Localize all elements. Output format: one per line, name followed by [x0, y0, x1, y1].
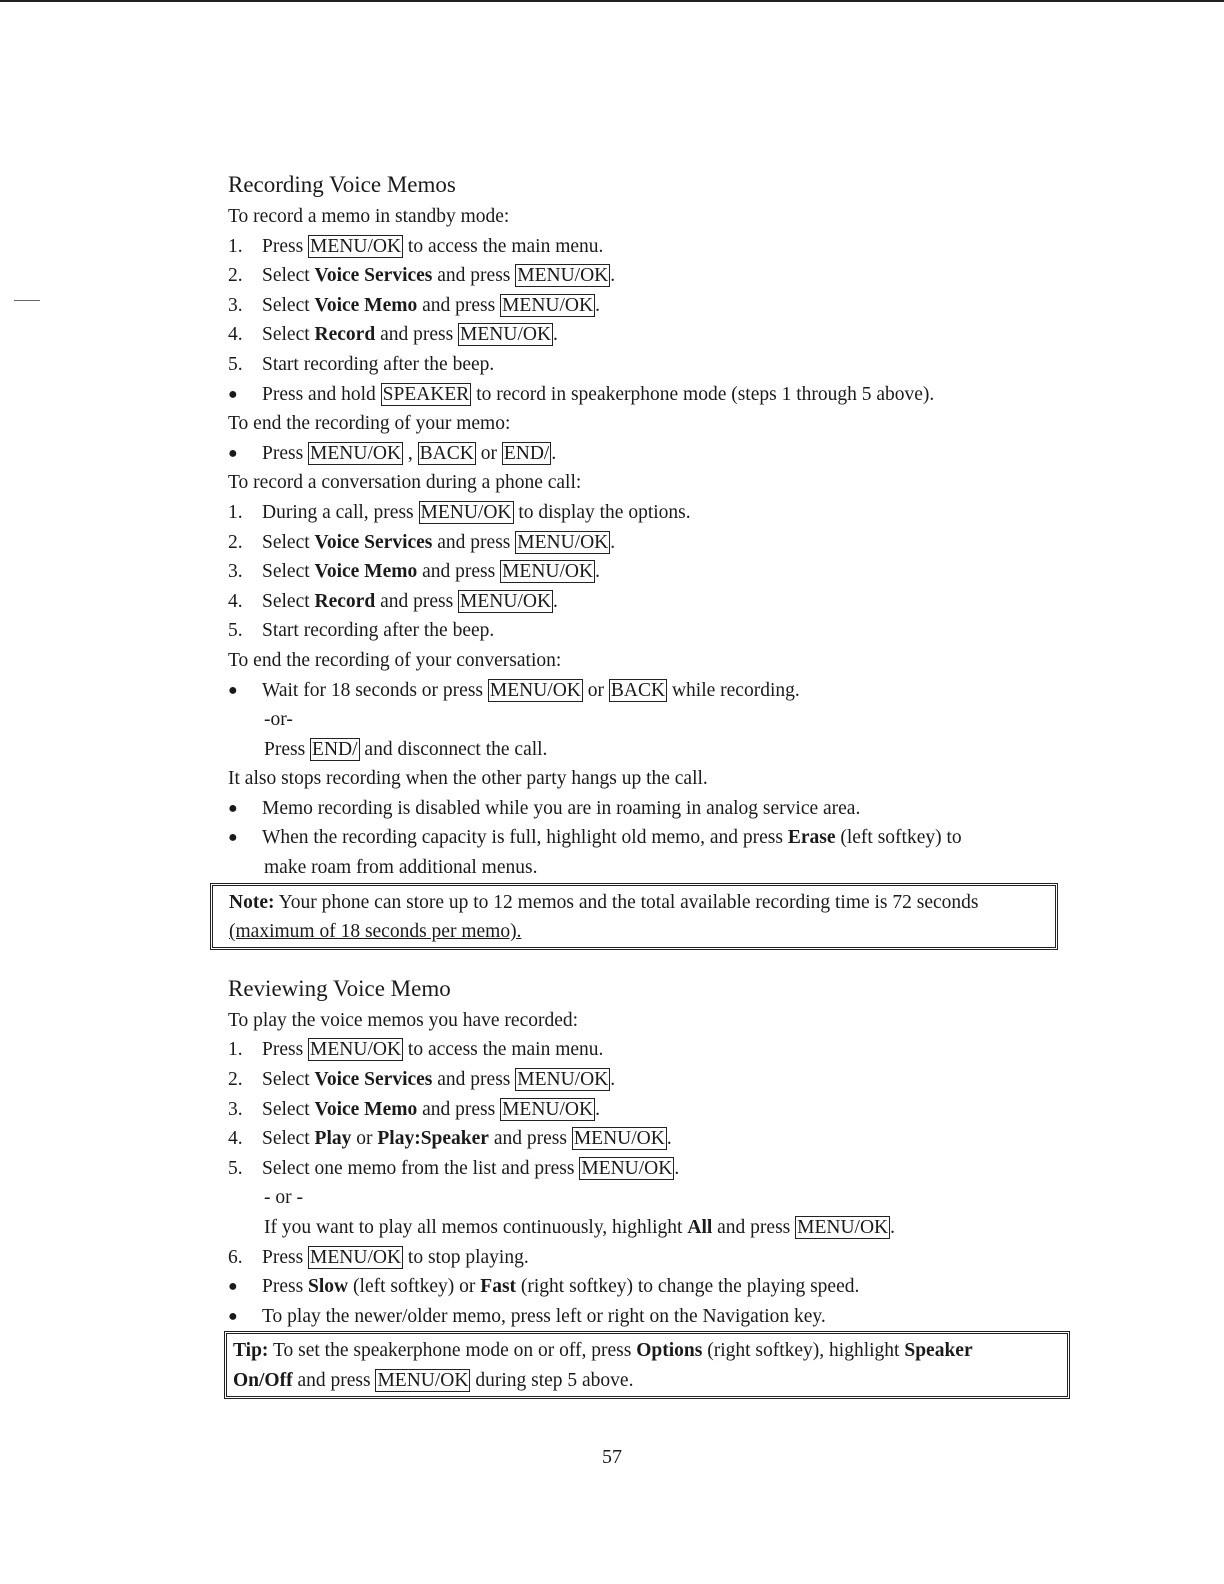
step-4: 4. Select Record and press MENU/OK .	[228, 324, 558, 346]
step-2: 2. Select Voice Services and press MENU/OK .	[228, 265, 616, 287]
bullet-end-keys: ● Press MENU/OK , BACK or END/ .	[228, 439, 1058, 469]
review-step-4: 4. Select Play or Play:Speaker and press MENU/OK .	[228, 1128, 672, 1150]
bullet-icon: ●	[228, 1278, 238, 1296]
bullet-wait: ● Wait for 18 seconds or press MENU/OK or BACK while recording.	[228, 676, 1058, 706]
review-step-5: 5. Select one memo from the list and press MENU/OK .	[228, 1157, 680, 1179]
intro-play: To play the voice memos you have recorded:	[228, 1009, 579, 1031]
call-step-4: 4. Select Record and press MENU/OK .	[228, 590, 558, 612]
menu-ok-key: MENU/OK	[502, 1098, 594, 1120]
bullet-icon: ●	[228, 829, 238, 847]
review-step-3: 3. Select Voice Memo and press MENU/OK .	[228, 1098, 600, 1120]
review-step-6: 6. Press MENU/OK to stop playing.	[228, 1246, 529, 1268]
or-separator: -or-	[264, 709, 293, 731]
review-step-2: 2. Select Voice Services and press MENU/OK .	[228, 1069, 616, 1091]
step-3: 3. Select Voice Memo and press MENU/OK .	[228, 294, 600, 316]
section-title-reviewing: Reviewing Voice Memo	[228, 975, 451, 1001]
bullet-speaker: ● Press and hold SPEAKER to record in speakerphone mode (steps 1 through 5 above).	[228, 380, 1058, 410]
menu-ok-key: MENU/OK	[377, 1369, 469, 1391]
or-separator: - or -	[264, 1187, 303, 1209]
menu-ok-key: MENU/OK	[420, 501, 512, 523]
call-step-5: 5. Start recording after the beep.	[228, 620, 495, 642]
back-key: BACK	[419, 442, 474, 464]
top-border	[0, 0, 1224, 2]
bullet-icon: ●	[228, 444, 238, 462]
menu-ok-key: MENU/OK	[517, 1069, 609, 1091]
margin-mark	[14, 300, 40, 301]
speaker-key: SPEAKER	[382, 383, 470, 405]
menu-ok-key: MENU/OK	[489, 679, 581, 701]
call-step-2: 2. Select Voice Services and press MENU/OK .	[228, 531, 616, 553]
step-1: 1. Press MENU/OK to access the main menu.	[228, 235, 604, 257]
review-step-1: 1. Press MENU/OK to access the main menu.	[228, 1039, 604, 1061]
bullet-icon: ●	[228, 385, 238, 403]
menu-ok-key: MENU/OK	[797, 1217, 889, 1238]
bullet-navigation: ● To play the newer/older memo, press left or right on the Navigation key.	[228, 1302, 1058, 1332]
page-number: 57	[602, 1446, 622, 1468]
back-key: BACK	[610, 679, 666, 701]
bullet-icon: ●	[228, 1307, 238, 1325]
menu-ok-key: MENU/OK	[460, 590, 552, 612]
intro-end-conversation: To end the recording of your conversation:	[228, 649, 562, 671]
bullet-roaming: ● Memo recording is disabled while you are in roaming in analog service area.	[228, 794, 1058, 824]
menu-ok-key: MENU/OK	[460, 324, 552, 346]
manual-page	[228, 168, 1058, 1399]
intro-call: To record a conversation during a phone call:	[228, 472, 582, 494]
tip-line-2: On/Off and press MENU/OK during step 5 above.	[233, 1369, 634, 1391]
press-end: Press END/ and disconnect the call.	[264, 738, 548, 760]
end-key: END/	[503, 442, 550, 464]
tip-line-1: Tip: To set the speakerphone mode on or off, press Options (right softkey), highlight Speaker	[233, 1340, 973, 1362]
intro-standby: To record a memo in standby mode:	[228, 206, 510, 227]
menu-ok-key: MENU/OK	[310, 1039, 402, 1061]
bullet-icon: ●	[228, 799, 238, 817]
intro-end-memo: To end the recording of your memo:	[228, 413, 511, 435]
bullet-icon: ●	[228, 681, 238, 699]
bullet-capacity: ● When the recording capacity is full, highlight old memo, and press Erase (left softkey) to	[228, 823, 1058, 853]
call-step-1: 1. During a call, press MENU/OK to display the options.	[228, 501, 691, 523]
menu-ok-key: MENU/OK	[502, 294, 594, 316]
step-5: 5. Start recording after the beep.	[228, 353, 495, 375]
note-box	[210, 883, 1058, 950]
menu-ok-key: MENU/OK	[573, 1128, 665, 1150]
bullet-speed: ● Press Slow (left softkey) or Fast (right softkey) to change the playing speed.	[228, 1272, 1058, 1302]
play-all: If you want to play all memos continuously, highlight All and press MENU/OK .	[264, 1217, 896, 1238]
note-line-2: (maximum of 18 seconds per memo).	[229, 921, 522, 943]
menu-ok-key: MENU/OK	[310, 235, 402, 257]
call-step-3: 3. Select Voice Memo and press MENU/OK .	[228, 561, 600, 583]
tip-box	[224, 1331, 1070, 1398]
menu-ok-key: MENU/OK	[581, 1157, 673, 1179]
menu-ok-key: MENU/OK	[310, 1246, 402, 1268]
section-title-recording: Recording Voice Memos	[228, 172, 456, 197]
menu-ok-key: MENU/OK	[517, 531, 609, 553]
end-key: END/	[312, 738, 358, 760]
bullet-capacity-cont: make roam from additional menus.	[264, 857, 538, 879]
menu-ok-key: MENU/OK	[310, 442, 402, 464]
menu-ok-key: MENU/OK	[517, 265, 609, 287]
note-line-1: Note: Your phone can store up to 12 memos and the total available recording time is 72 seconds	[229, 891, 979, 913]
note-label: Note:	[229, 891, 275, 913]
stops-note: It also stops recording when the other party hangs up the call.	[228, 768, 708, 790]
menu-ok-key: MENU/OK	[502, 561, 594, 583]
tip-label: Tip:	[233, 1340, 269, 1362]
